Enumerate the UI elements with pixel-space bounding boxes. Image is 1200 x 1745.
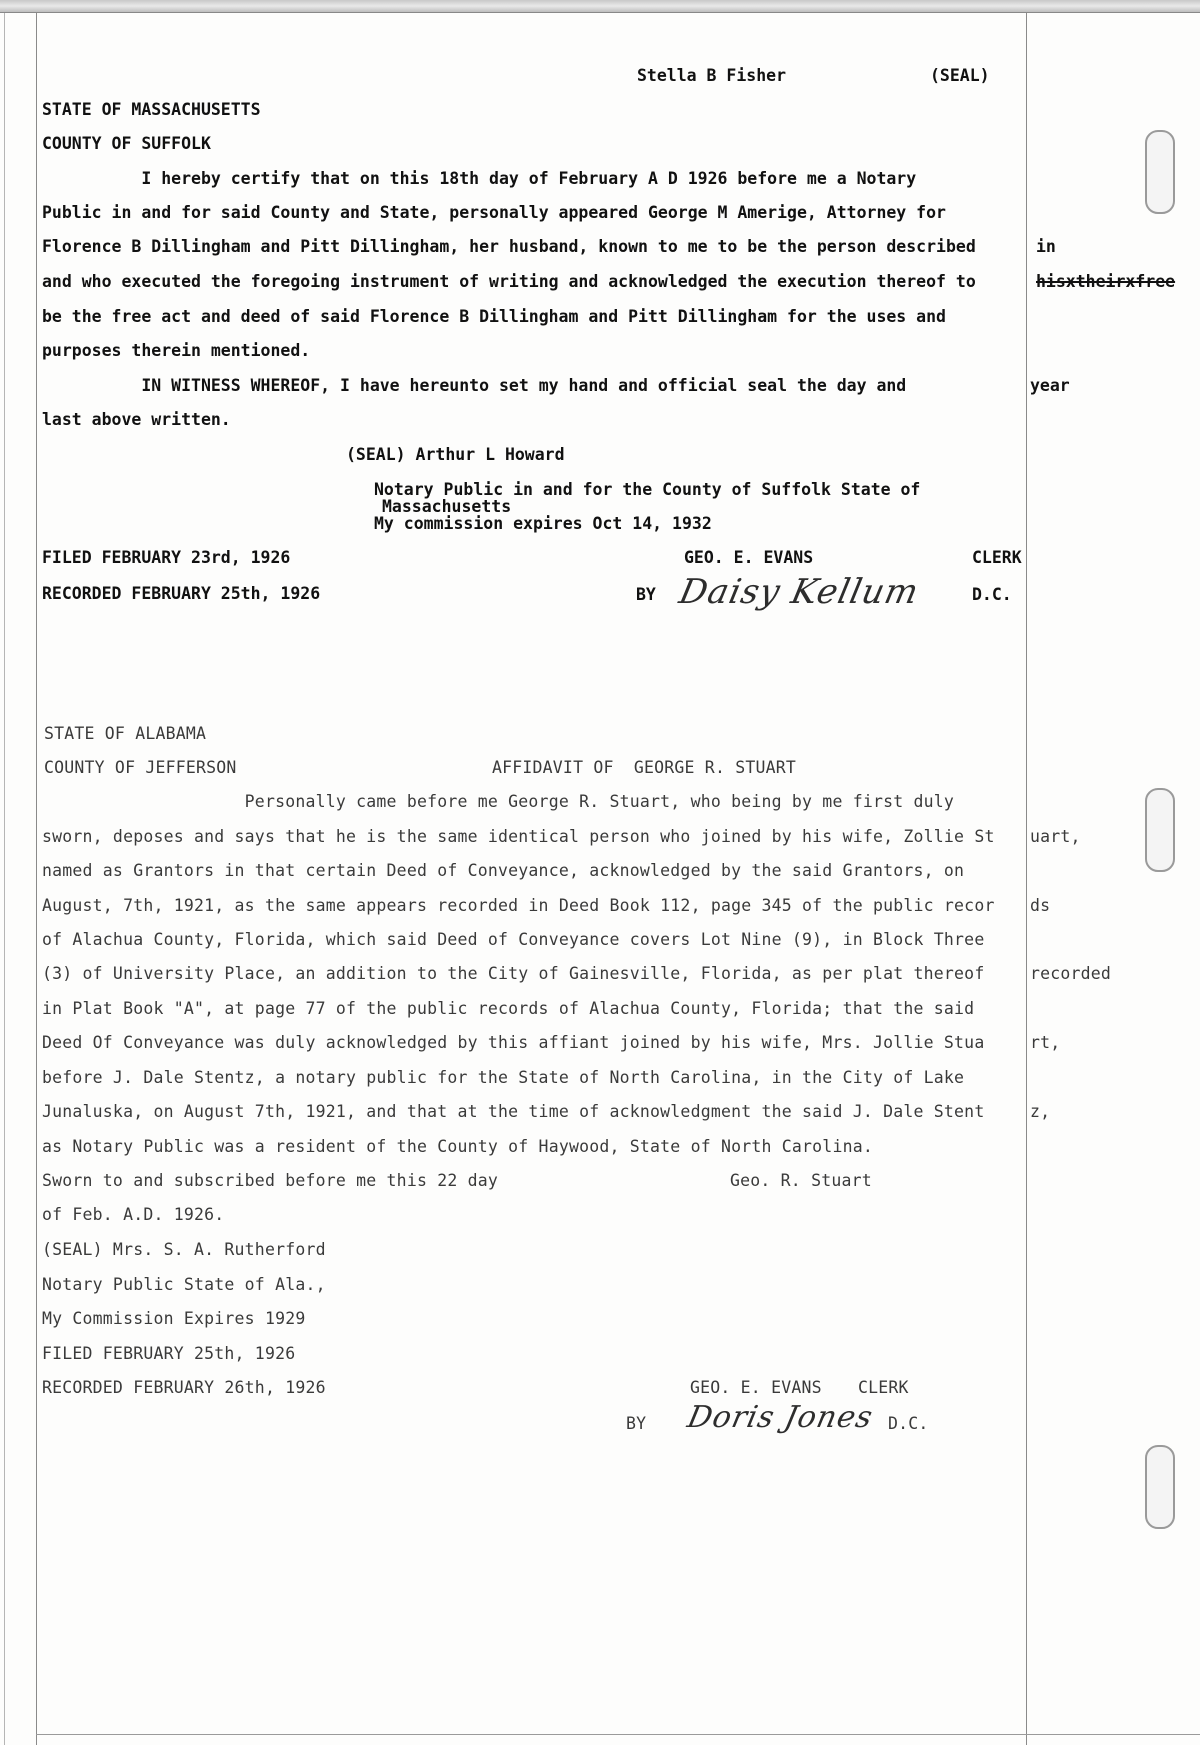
notary-commission: My Commission Expires 1929 [42,1309,306,1328]
county-heading: COUNTY OF SUFFOLK [42,134,211,153]
affidavit-line: before J. Dale Stentz, a notary public for the State of North Carolina, in the City of Lake [42,1068,965,1087]
bottom-rule [36,1734,1200,1735]
affiant-signature: Geo. R. Stuart [730,1171,872,1190]
by-label: BY [636,585,656,604]
margin-continuation: ds [1030,896,1051,915]
notary-title: Notary Public in and for the County of Suffolk State of [374,480,921,499]
clerk-name: GEO. E. EVANS [684,548,814,567]
affidavit-title: AFFIDAVIT OF GEORGE R. STUART [492,758,797,777]
certificate-line: purposes therein mentioned. [42,341,311,360]
binder-hole-icon [1145,130,1175,214]
notary-seal-line: (SEAL) Mrs. S. A. Rutherford [42,1240,326,1259]
affidavit-line: (3) of University Place, an addition to the City of Gainesville, Florida, as per plat thereof [42,964,985,983]
deputy-clerk-label: D.C. [972,585,1012,604]
left-margin-line [36,13,37,1745]
margin-continuation: uart, [1030,827,1081,846]
clerk-name: GEO. E. EVANS [690,1378,822,1397]
county-heading: COUNTY OF JEFFERSON [44,758,237,777]
deputy-signature: Doris Jones [684,1400,877,1435]
affidavit-line: in Plat Book "A", at page 77 of the public records of Alachua County, Florida; that the said [42,999,975,1018]
margin-continuation: in [1036,237,1056,256]
sworn-date: of Feb. A.D. 1926. [42,1205,225,1224]
filed-date: FILED FEBRUARY 25th, 1926 [42,1344,296,1363]
margin-struck-text: hisxtheirxfree [1036,272,1176,291]
affidavit-line: as Notary Public was a resident of the County of Haywood, State of North Carolina. [42,1137,873,1156]
certificate-line: Public in and for said County and State, personally appeared George M Amerige, Attorney for [42,203,946,222]
notary-signature-line: (SEAL) Arthur L Howard [346,445,565,464]
affidavit-line: Personally came before me George R. Stuart, who being by me first duly [42,792,955,811]
affidavit-line: Junaluska, on August 7th, 1921, and that at the time of acknowledgment the said J. Dale Stent [42,1102,985,1121]
margin-continuation: z, [1030,1102,1051,1121]
affidavit-line: sworn, deposes and says that he is the same identical person who joined by his wife, Zollie St [42,827,995,846]
scan-top-bar [0,0,1200,12]
notary-title: Notary Public State of Ala., [42,1275,326,1294]
filed-date: FILED FEBRUARY 23rd, 1926 [42,548,291,567]
notary-commission: My commission expires Oct 14, 1932 [374,514,712,533]
page-edge-line [4,13,5,1745]
certificate-line: I hereby certify that on this 18th day of February A D 1926 before me a Notary [42,169,917,188]
recorded-date: RECORDED FEBRUARY 26th, 1926 [42,1378,326,1397]
sworn-statement: Sworn to and subscribed before me this 22 day [42,1171,499,1190]
margin-continuation: year [1030,376,1070,395]
binder-hole-icon [1145,788,1175,872]
state-heading: STATE OF MASSACHUSETTS [42,100,261,119]
affidavit-line: Deed Of Conveyance was duly acknowledged by this affiant joined by his wife, Mrs. Jollie Stua [42,1033,985,1052]
clerk-title: CLERK [858,1378,909,1397]
clerk-title: CLERK [972,548,1022,567]
state-heading: STATE OF ALABAMA [44,724,207,743]
certificate-line: Florence B Dillingham and Pitt Dillingham, her husband, known to me to be the person described [42,237,976,256]
deputy-clerk-label: D.C. [888,1414,929,1433]
certificate-line: be the free act and deed of said Florence B Dillingham and Pitt Dillingham for the uses and [42,307,946,326]
right-margin-line [1026,13,1027,1745]
affidavit-line: of Alachua County, Florida, which said Deed of Conveyance covers Lot Nine (9), in Block Three [42,930,985,949]
notary-title: Massachusetts [382,497,512,516]
affidavit-line: August, 7th, 1921, as the same appears recorded in Deed Book 112, page 345 of the public recor [42,896,995,915]
top-rule [0,12,1200,13]
recorded-date: RECORDED FEBRUARY 25th, 1926 [42,584,321,603]
signer-seal: (SEAL) [930,66,990,85]
signer-name: Stella B Fisher [637,66,787,85]
binder-hole-icon [1145,1445,1175,1529]
by-label: BY [626,1414,647,1433]
certificate-line: last above written. [42,410,231,429]
margin-continuation: recorded [1030,964,1112,983]
deputy-signature: Daisy Kellum [675,572,923,612]
margin-continuation: rt, [1030,1033,1061,1052]
certificate-line: IN WITNESS WHEREOF, I have hereunto set my hand and official seal the day and [42,376,907,395]
certificate-line: and who executed the foregoing instrument of writing and acknowledged the execution thereof to [42,272,976,291]
affidavit-line: named as Grantors in that certain Deed of Conveyance, acknowledged by the said Grantors, on [42,861,965,880]
